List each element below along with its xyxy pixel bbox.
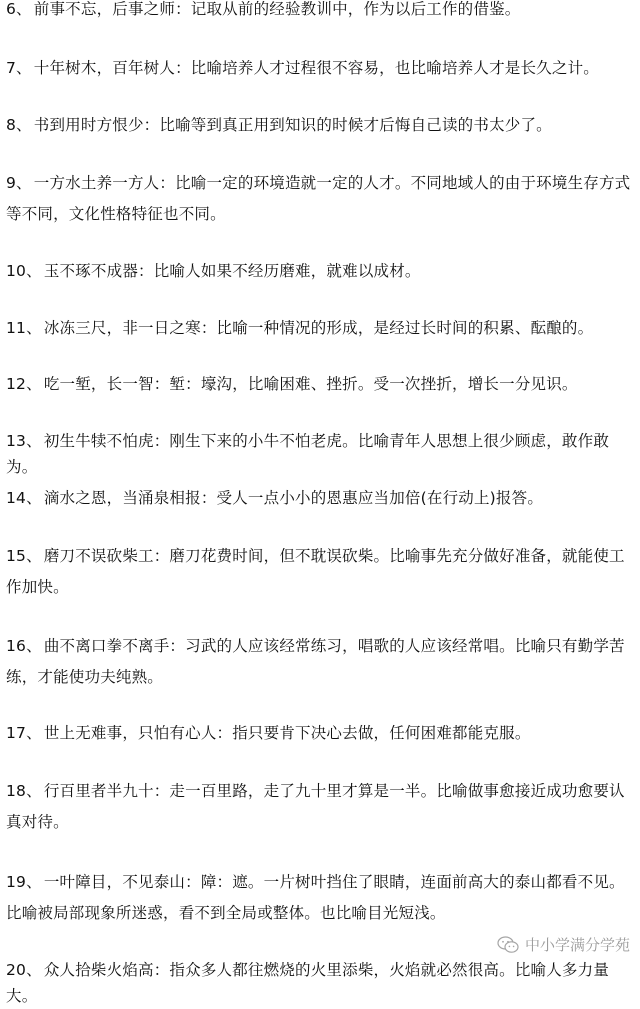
entry-16 bbox=[6, 631, 632, 693]
entry-number: 19、 bbox=[6, 873, 42, 891]
entry-number: 6、 bbox=[6, 0, 32, 18]
entry-text: 十年树木，百年树人：比喻培养人才过程很不容易，也比喻培养人才是长久之计。 bbox=[33, 59, 599, 77]
entry-number: 15、 bbox=[6, 547, 42, 565]
entry-number: 20、 bbox=[6, 961, 42, 979]
entry-7 bbox=[6, 55, 632, 81]
entry-number: 8、 bbox=[6, 116, 32, 134]
entry-number: 10、 bbox=[6, 262, 42, 280]
entry-text: 初生牛犊不怕虎：刚生下来的小牛不怕老虎。比喻青年人思想上很少顾虑，敢作敢为。 bbox=[6, 432, 610, 476]
entry-number: 7、 bbox=[6, 59, 32, 77]
entry-11 bbox=[6, 315, 632, 341]
entry-text: 行百里者半九十：走一百里路，走了九十里才算是一半。比喻做事愈接近成功愈要认真对待。 bbox=[6, 782, 625, 831]
entry-number: 17、 bbox=[6, 724, 42, 742]
watermark-text: 中小学满分学苑 bbox=[524, 936, 630, 954]
entry-17 bbox=[6, 720, 632, 746]
entry-text: 滴水之恩，当涌泉相报：受人一点小小的恩惠应当加倍(在行动上)报答。 bbox=[43, 489, 544, 507]
wechat-icon bbox=[497, 936, 519, 954]
entry-text: 众人拾柴火焰高：指众多人都往燃烧的火里添柴，火焰就必然很高。比喻人多力量大。 bbox=[6, 961, 610, 1005]
entry-9 bbox=[6, 168, 632, 230]
watermark bbox=[497, 934, 630, 955]
entry-19 bbox=[6, 867, 632, 929]
entry-20 bbox=[6, 957, 632, 1009]
entry-14 bbox=[6, 485, 632, 511]
entry-10 bbox=[6, 258, 632, 284]
entry-6 bbox=[6, 0, 632, 22]
entry-text: 玉不琢不成器：比喻人如果不经历磨难，就难以成材。 bbox=[43, 262, 421, 280]
entry-number: 18、 bbox=[6, 782, 42, 800]
entry-text: 书到用时方恨少：比喻等到真正用到知识的时候才后悔自己读的书太少了。 bbox=[33, 116, 552, 134]
entry-number: 12、 bbox=[6, 375, 42, 393]
entry-text: 前事不忘，后事之师：记取从前的经验教训中，作为以后工作的借鉴。 bbox=[33, 0, 521, 18]
entry-text: 一叶障目，不见泰山：障：遮。一片树叶挡住了眼睛，连面前高大的泰山都看不见。比喻被局部现象所迷惑，看不到全局或整体。也比喻目光短浅。 bbox=[6, 873, 625, 922]
entry-number: 13、 bbox=[6, 432, 42, 450]
entry-number: 16、 bbox=[6, 637, 42, 655]
entry-text: 一方水土养一方人：比喻一定的环境造就一定的人才。不同地域人的由于环境生存方式等不同，文化性格特征也不同。 bbox=[6, 174, 631, 223]
entry-18 bbox=[6, 776, 632, 838]
entry-number: 14、 bbox=[6, 489, 42, 507]
entry-text: 世上无难事，只怕有心人：指只要肯下决心去做，任何困难都能克服。 bbox=[43, 724, 531, 742]
entry-13 bbox=[6, 428, 632, 480]
entry-text: 冰冻三尺，非一日之寒：比喻一种情况的形成，是经过长时间的积累、酝酿的。 bbox=[43, 319, 594, 337]
entry-text: 吃一堑，长一智：堑：壕沟，比喻困难、挫折。受一次挫折，增长一分见识。 bbox=[43, 375, 578, 393]
entry-text: 磨刀不误砍柴工：磨刀花费时间，但不耽误砍柴。比喻事先充分做好准备，就能使工作加快。 bbox=[6, 547, 625, 596]
entry-number: 11、 bbox=[6, 319, 42, 337]
entry-8 bbox=[6, 112, 632, 138]
entry-number: 9、 bbox=[6, 174, 32, 192]
entry-15 bbox=[6, 541, 632, 603]
entry-text: 曲不离口拳不离手：习武的人应该经常练习，唱歌的人应该经常唱。比喻只有勤学苦练，才能使功夫纯熟。 bbox=[6, 637, 625, 686]
entry-12 bbox=[6, 371, 632, 397]
